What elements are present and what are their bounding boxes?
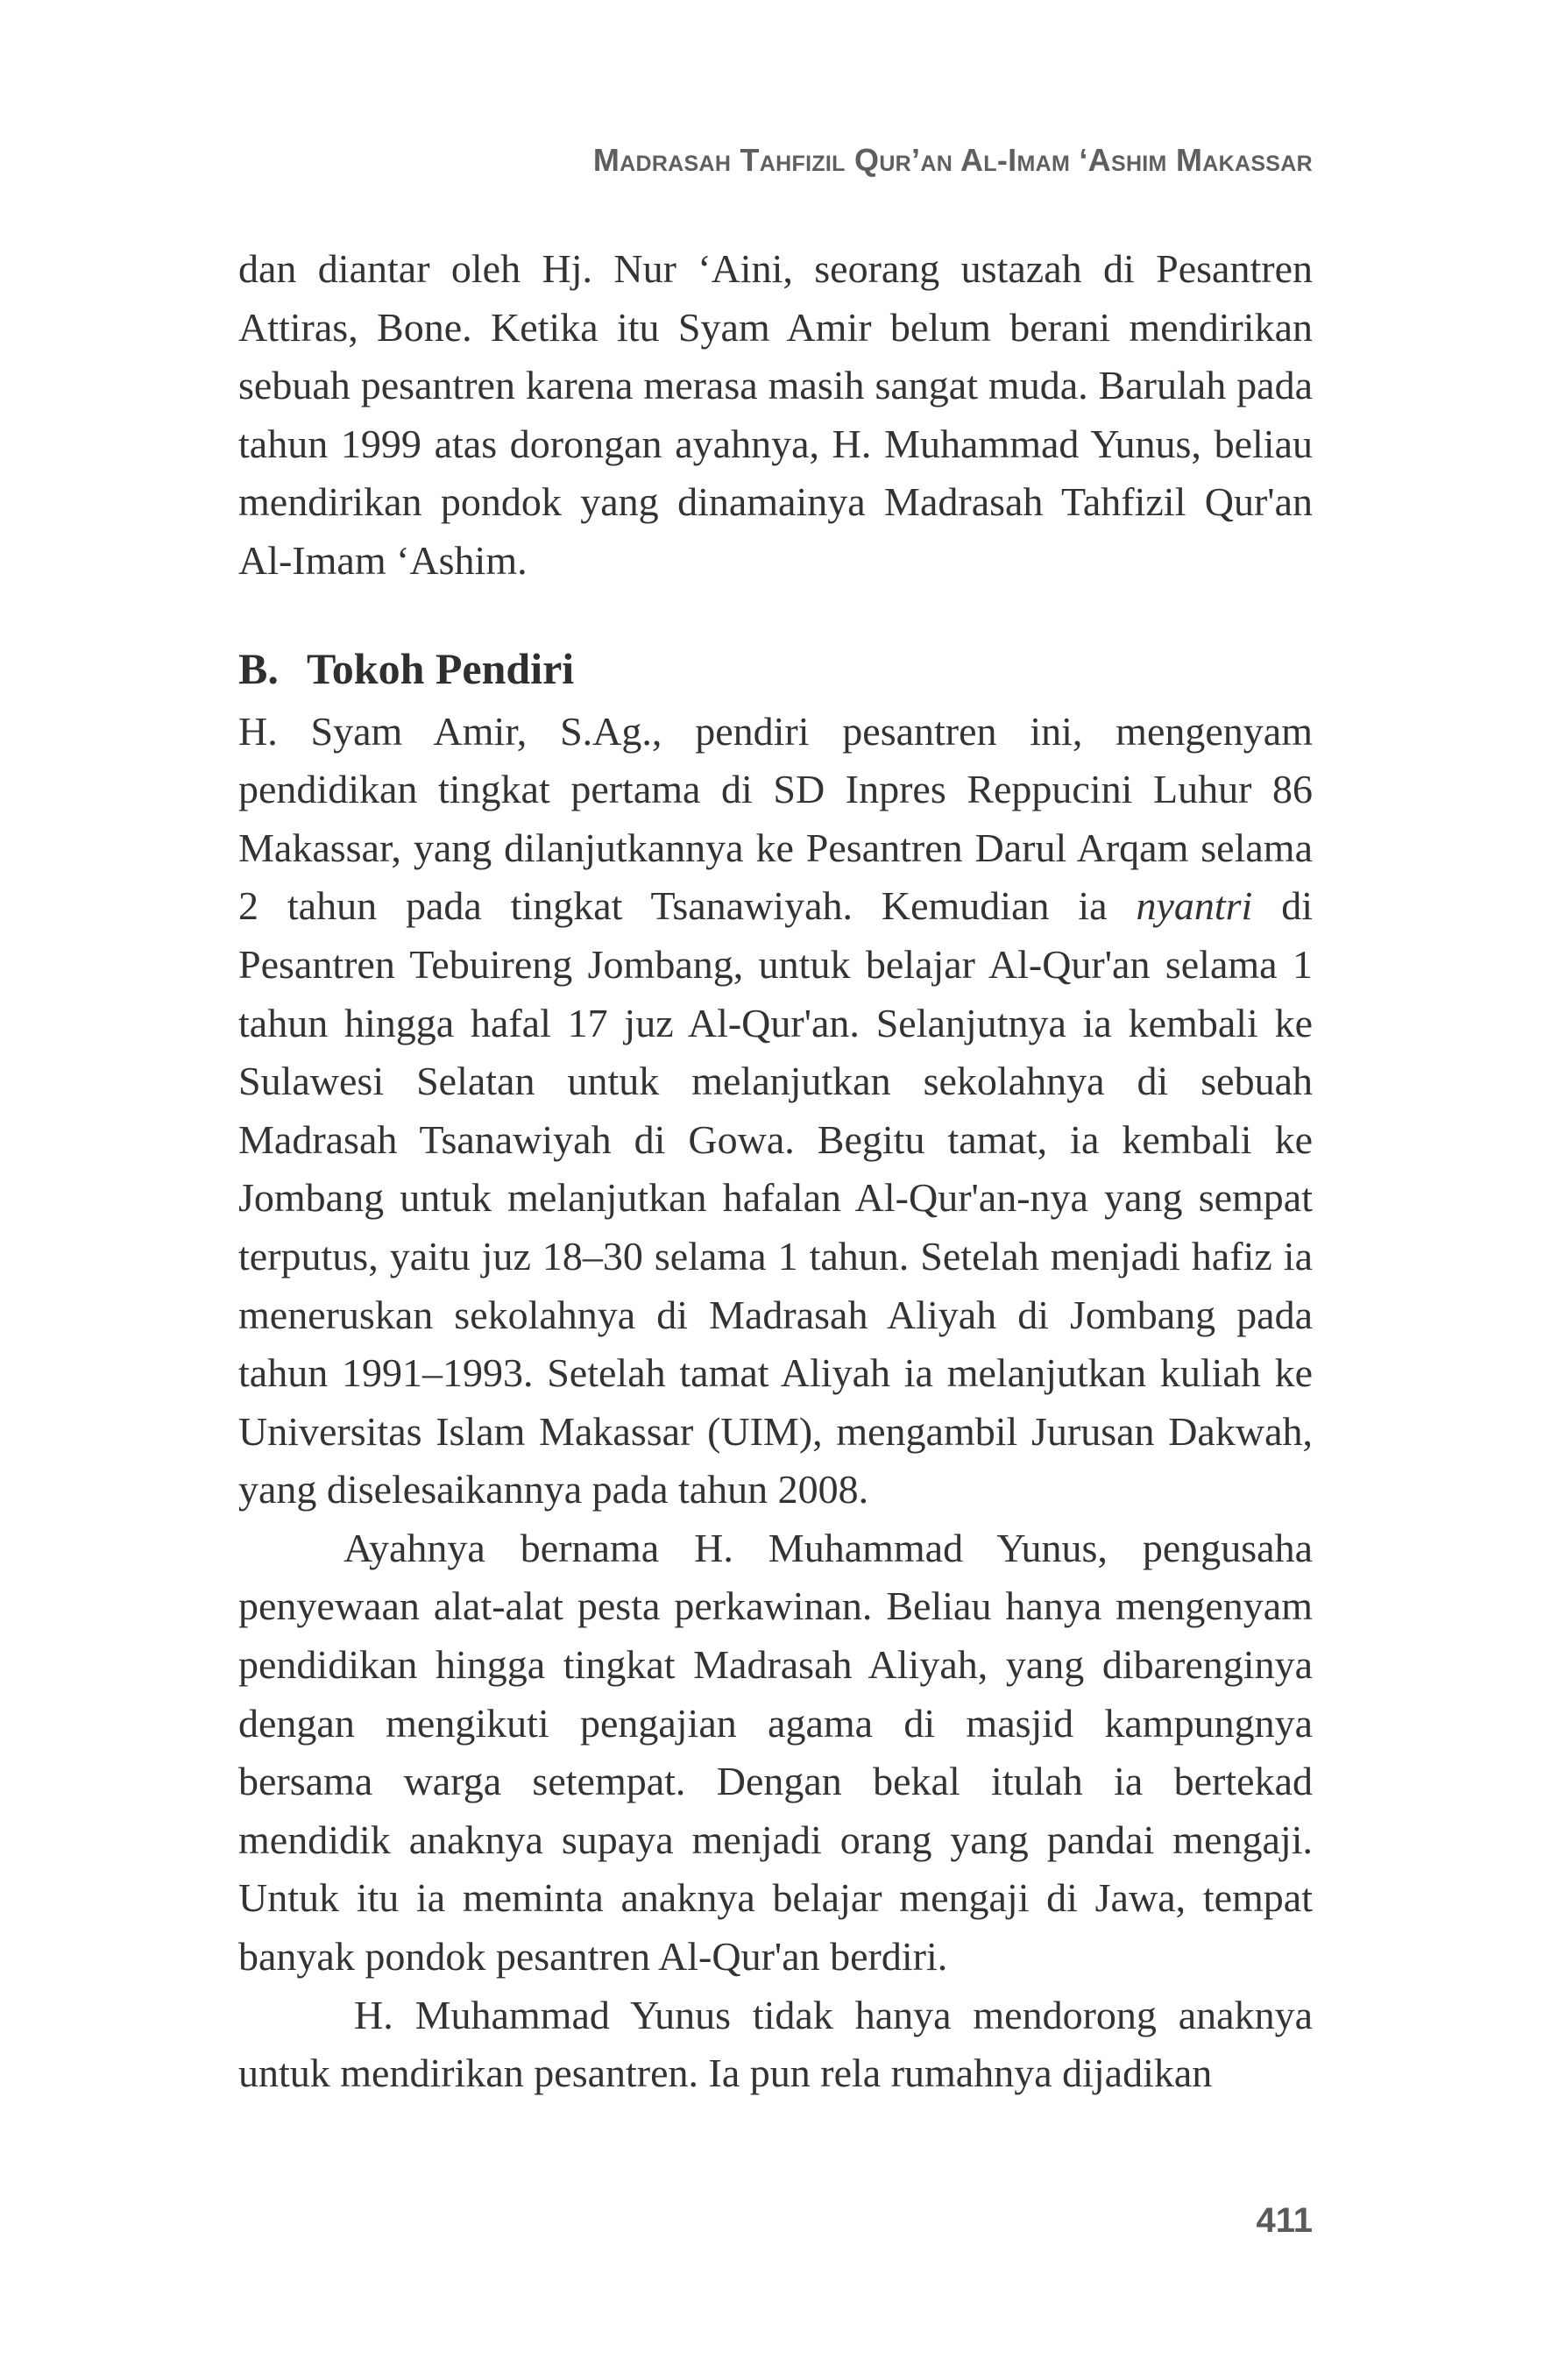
paragraph-father: Ayahnya bernama H. Muhammad Yunus, pengusaha penyewaan alat-alat pesta perkawinan. Beliau hanya mengenyam pendidikan hingga tingkat Madrasah Aliyah, yang dibarenginya dengan mengikuti pengajian agama di masjid kampungnya bersama warga setempat. Dengan bekal itulah ia bertekad mendidik anaknya supaya menjadi orang yang pandai mengaji. Untuk itu ia meminta anaknya belajar mengaji di Jawa, tempat banyak pondok pesantren Al-Qur'an berdiri. [238,1525,1313,1980]
page-number: 411 [1256,2201,1313,2240]
paragraph-intro: dan diantar oleh Hj. Nur ‘Aini, seorang ustazah di Pesantren Attiras, Bone. Ketika itu Syam Amir belum berani mendirikan sebuah pesantren karena merasa masih sangat muda. Barulah pada tahun 1999 atas dorongan ayahnya, H. Muhammad Yunus, beliau mendirikan pondok yang dinamainya Madrasah Tahfizil Qur'an Al-Imam ‘Ashim. [238,246,1313,583]
paragraph-founder-biography [238,703,1313,1519]
body-text [238,240,1313,2103]
section-number: B. [238,643,279,693]
running-header: Madrasah Tahfizil Qur’an Al-Imam ‘Ashim Makassar [592,142,1313,178]
paragraph-text-part: H. Syam Amir, S.Ag., pendiri pesantren ini, mengenyam pendidikan tingkat pertama di SD Inpres Reppucini Luhur 86 Makassar, yang dilanjutkannya ke Pesantren Darul Arqam selama 2 tahun pada tingkat Tsanawiyah. Kemudian ia [238,708,1313,929]
italic-term: nyantri [1136,883,1253,929]
section-heading [238,640,1313,698]
paragraph-support: H. Muhammad Yunus tidak hanya mendorong anaknya untuk mendirikan pesantren. Ia pun rela rumahnya dijadikan [238,1992,1313,2096]
paragraph-text-part: di Pesantren Tebuireng Jombang, untuk belajar Al-Qur'an selama 1 tahun hingga hafal 17 juz Al-Qur'an. Selanjutnya ia kembali ke Sulawesi Selatan untuk melanjutkan sekolahnya di sebuah Madrasah Tsanawiyah di Gowa. Begitu tamat, ia kembali ke Jombang untuk melanjutkan hafalan Al-Qur'an-nya yang sempat terputus, yaitu juz 18–30 selama 1 tahun. Setelah menjadi hafiz ia meneruskan sekolahnya di Madrasah Aliyah di Jombang pada tahun 1991–1993. Setelah tamat Aliyah ia melanjutkan kuliah ke Universitas Islam Makassar (UIM), mengambil Jurusan Dakwah, yang diselesaikannya pada tahun 2008. [238,883,1314,1512]
section-title: Tokoh Pendiri [307,643,575,693]
